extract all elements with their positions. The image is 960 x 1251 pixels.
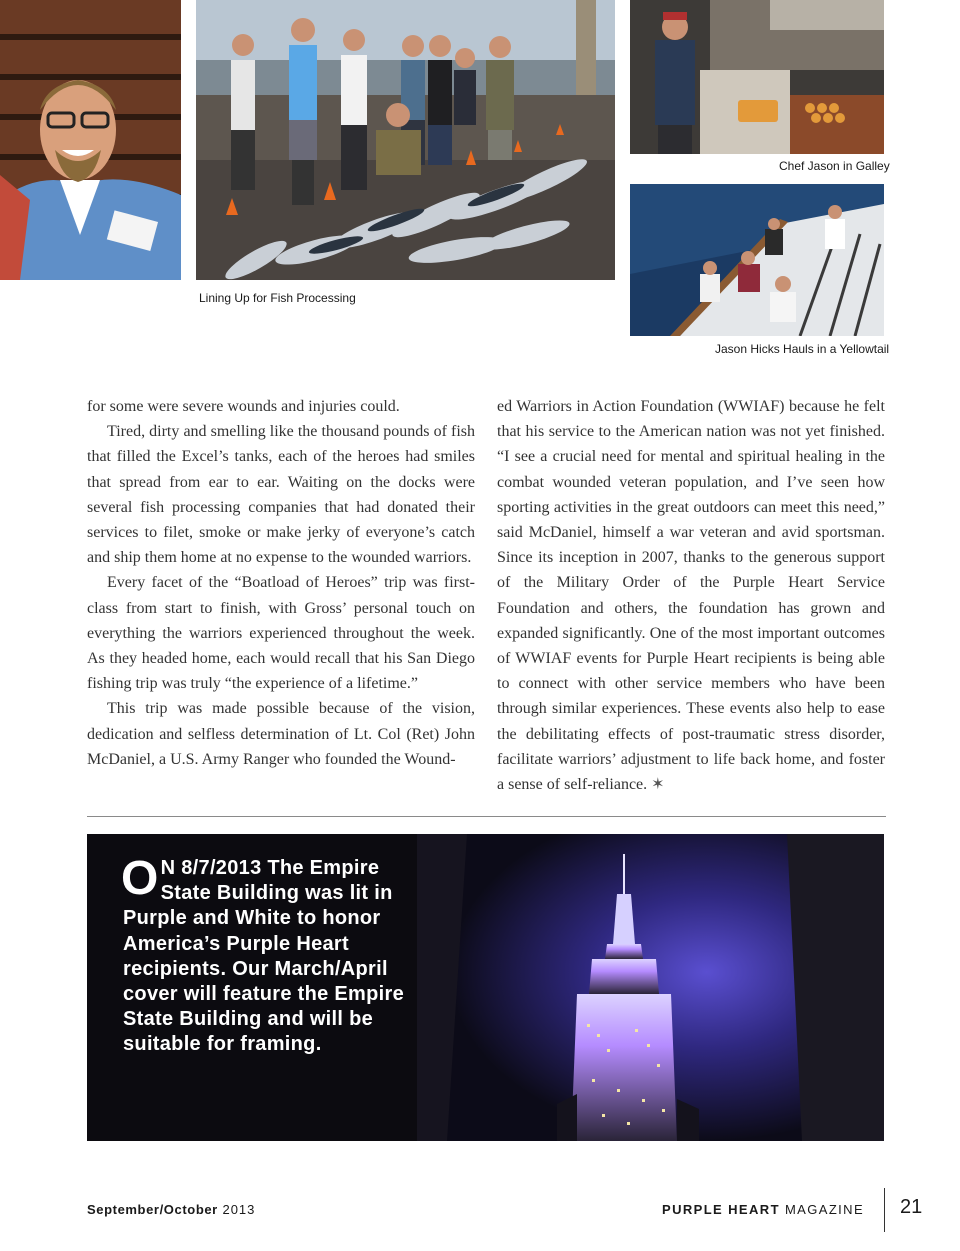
article-paragraph: Every facet of the “Boatload of Heroes” trip was first-class from start to finish, with Gross’ personal touch on everything the warriors experienced throughout the week. As they headed home, each would recall that his San Diego fishing trip was truly “the experience of a lifetime.” xyxy=(87,574,475,693)
magazine-name-rest: MAGAZINE xyxy=(784,1202,865,1217)
galley-caption: Chef Jason in Galley xyxy=(779,159,890,173)
page-number: 21 xyxy=(900,1196,923,1218)
boat-deck-photo xyxy=(630,184,884,336)
fish-processing-caption: Lining Up for Fish Processing xyxy=(199,291,356,305)
magazine-name-bold: PURPLE HEART xyxy=(662,1202,780,1217)
yellowtail-caption: Jason Hicks Hauls in a Yellowtail xyxy=(715,342,890,356)
article-left-column xyxy=(87,394,475,772)
callout-text xyxy=(121,852,413,1058)
article-paragraph: Tired, dirty and smelling like the thousand pounds of fish that filled the Excel’s tanks, each of the heroes had smiles that spread from ear to ear. Waiting on the docks were several fish processing companies that had donated their services to filet, smoke or make jerky of everyone’s catch and ship them home at no expense to the wounded warriors. xyxy=(87,423,475,567)
issue-month: September/October xyxy=(87,1202,218,1217)
galley-photo xyxy=(630,0,884,154)
article-paragraph-text: ed Warriors in Action Foundation (WWIAF) because he felt that his service to the American nation was not yet finished. “I see a crucial need for mental and spiritual healing in the combat wounded veteran population, and I’ve seen how sporting activities in the great outdoors can meet this need,” said McDaniel, himself a war veteran and avid sportsman. Since its inception in 2007, thanks to the generous support of the Military Order of the Purple Heart Service Foundation and others, the foundation has grown and expanded significantly. One of the most important outcomes of WWIAF events for Purple Heart recipients is being able to connect with other service members who have been through similar experiences. These events also help to ease the debilitating effects of post-traumatic stress disorder, facilitate warriors’ adjustment to life back home, and foster a sense of self-reliance. xyxy=(497,398,885,794)
empire-state-callout xyxy=(87,834,884,1141)
issue-date xyxy=(87,1202,255,1217)
article-right-column xyxy=(497,394,885,797)
article-paragraph xyxy=(497,394,885,797)
article-paragraph: for some were severe wounds and injuries could. xyxy=(87,398,400,415)
footer-divider xyxy=(884,1188,885,1232)
magazine-name xyxy=(662,1202,864,1217)
drop-cap: O xyxy=(121,852,159,905)
section-divider xyxy=(87,816,886,817)
group-photo xyxy=(196,0,615,280)
issue-year: 2013 xyxy=(222,1202,256,1217)
article-paragraph: This trip was made possible because of the vision, dedication and selfless determination of Lt. Col (Ret) John McDaniel, a U.S. Army Ranger who founded the Wound- xyxy=(87,700,475,768)
end-mark: ✶ xyxy=(651,776,665,794)
callout-body: N 8/7/2013 The Empire State Building was lit in Purple and White to honor America’s Purple Heart recipients. Our March/April cover will feature the Empire State Building and will be suitable for framing. xyxy=(123,857,405,1056)
portrait-photo xyxy=(0,0,181,280)
